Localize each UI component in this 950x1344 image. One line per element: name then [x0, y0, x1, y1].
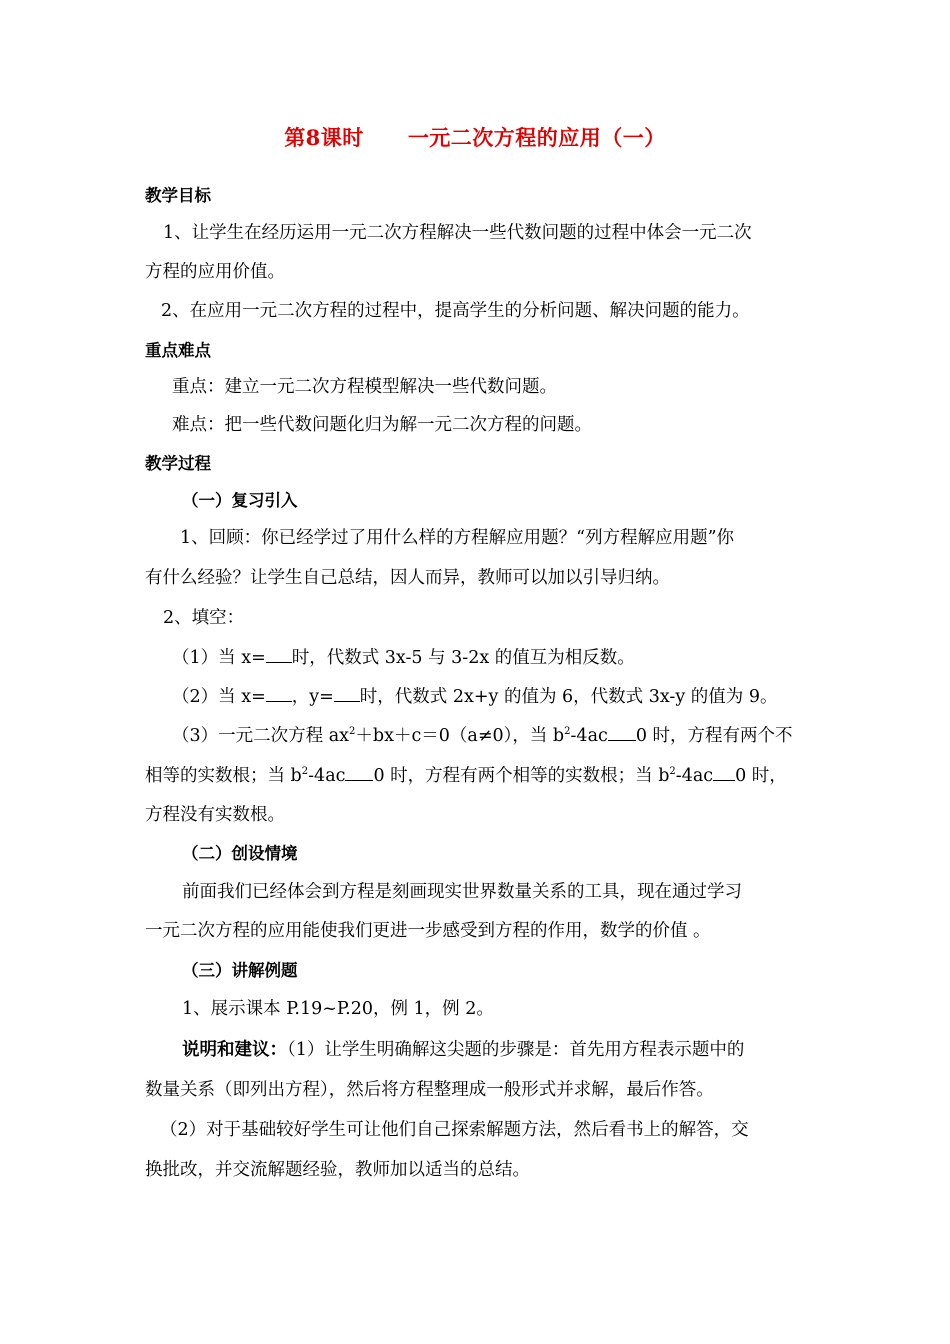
question-3-line-3: 方程没有实数根。 [145, 805, 285, 825]
scene-line-2: 一元二次方程的应用能使我们更进一步感受到方程的作用，数学的价值 。 [145, 921, 711, 941]
keypoints-heading: 重点难点 [145, 341, 211, 360]
difficult-point: 难点：把一些代数问题化归为解一元二次方程的问题。 [172, 415, 592, 435]
lesson-number: 第8课时 [284, 125, 364, 150]
section-2-heading: （二）创设情境 [182, 844, 298, 863]
answer-blank [608, 723, 636, 741]
section-1-heading: （一）复习引入 [182, 491, 298, 510]
answer-blank [266, 684, 292, 702]
note-line-3: （2）对于基础较好学生可让他们自己探索解题方法，然后看书上的解答，交 [160, 1120, 749, 1140]
note-line-2: 数量关系（即列出方程），然后将方程整理成一般形式并求解，最后作答。 [145, 1080, 714, 1100]
process-heading: 教学过程 [145, 454, 211, 473]
key-point: 重点：建立一元二次方程模型解决一些代数问题。 [172, 377, 557, 397]
question-3-line-2: 相等的实数根；当 $b^2-4ac$ 0 时，方程有两个相等的实数根；当 $b^2-4ac$ 0 时， [145, 763, 810, 788]
fill-heading: 2、填空： [163, 608, 245, 628]
example-line: 1、展示课本 P.19~P.20，例 1，例 2。 [182, 999, 494, 1019]
note-line-1: 说明和建议：（1）让学生明确解这尖题的步骤是：首先用方程表示题中的 [182, 1040, 745, 1060]
objectives-heading: 教学目标 [145, 186, 211, 205]
objective-1-line-2: 方程的应用价值。 [145, 262, 285, 282]
note-line-4: 换批改，并交流解题经验，教师加以适当的总结。 [145, 1160, 530, 1180]
review-line-1: 1、回顾：你已经学过了用什么样的方程解应用题？“列方程解应用题”你 [180, 528, 735, 548]
answer-blank [334, 684, 360, 702]
answer-blank [345, 763, 373, 781]
question-2: （2）当 x= ，y= 时，代数式 2x+y 的值为 6，代数式 3x-y 的值为 9。 [172, 684, 837, 709]
objective-1-line-1: 1、让学生在经历运用一元二次方程解决一些代数问题的过程中体会一元二次 [163, 223, 752, 243]
section-3-heading: （三）讲解例题 [182, 961, 298, 980]
scene-line-1: 前面我们已经体会到方程是刻画现实世界数量关系的工具，现在通过学习 [182, 882, 742, 902]
answer-blank [713, 763, 735, 781]
note-label: 说明和建议： [182, 1040, 287, 1060]
page-title [0, 122, 950, 152]
objective-2: 2、在应用一元二次方程的过程中，提高学生的分析问题、解决问题的能力。 [161, 301, 750, 321]
lesson-topic: 一元二次方程的应用（一） [407, 125, 666, 150]
question-1: （1）当 x= 时，代数式 3x-5 与 3-2x 的值互为相反数。 [172, 645, 837, 670]
answer-blank [266, 645, 292, 663]
question-3-line-1: （3）一元二次方程 $ax^2+bx+c=0(a\ne 0)$，当 $b^2-4ac$ 0 时，方程有两个不 [172, 723, 837, 748]
review-line-2: 有什么经验？让学生自己总结，因人而异，教师可以加以引导归纳。 [145, 568, 670, 588]
